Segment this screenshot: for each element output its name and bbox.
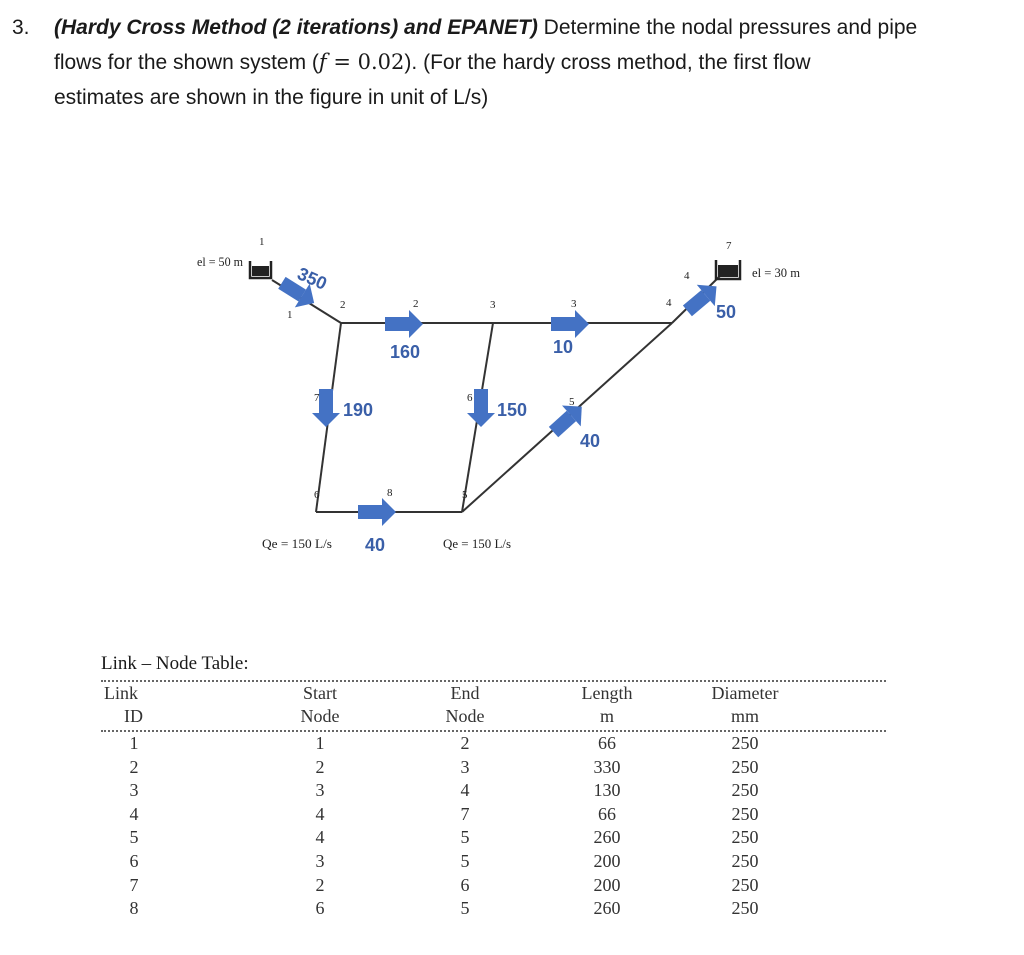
flow-label-pipe-1: 350 — [294, 263, 330, 294]
cell-id: 3 — [129, 780, 139, 801]
cell-id: 5 — [129, 827, 139, 848]
header-start-node — [285, 682, 355, 728]
reservoir-right-icon — [716, 260, 740, 279]
cell-end: 3 — [460, 756, 470, 777]
reservoir-left-icon — [250, 261, 271, 278]
cell-diameter: 250 — [731, 874, 759, 895]
cell-start: 3 — [315, 851, 325, 871]
header-length-label: Length — [581, 683, 633, 703]
cell-diameter: 250 — [731, 803, 759, 824]
cell-end: 5 — [460, 898, 470, 919]
node-label-6: 6 — [314, 489, 320, 501]
cell-diameter: 250 — [731, 756, 759, 777]
pipe-id-4: 4 — [684, 270, 690, 282]
flow-label-pipe-8: 40 — [365, 535, 386, 555]
cell-id: 8 — [129, 898, 139, 919]
node6-demand: Qe = 150 L/s — [262, 536, 332, 551]
flow-arrow-pipe-2 — [385, 310, 423, 338]
header-diameter — [695, 682, 795, 728]
pipe-network-diagram — [0, 200, 1024, 600]
cell-start: 6 — [315, 898, 325, 919]
header-end-node-label: Node — [445, 706, 485, 726]
node-label-2: 2 — [340, 299, 346, 311]
node-label-4: 4 — [666, 297, 672, 309]
node-label-1: 1 — [259, 236, 265, 248]
cell-length: 260 — [593, 827, 621, 848]
header-length-unit: m — [599, 706, 614, 726]
flow-label-pipe-4: 50 — [716, 302, 737, 322]
cell-start: 2 — [315, 756, 325, 777]
cell-length: 330 — [593, 756, 621, 777]
left-reservoir-elevation: el = 50 m — [197, 254, 243, 269]
friction-value: = 0.02 — [326, 50, 405, 74]
cell-length: 260 — [593, 898, 621, 919]
header-start: Start — [303, 683, 337, 703]
header-link: Link — [104, 683, 138, 703]
problem-title: (Hardy Cross Method (2 iterations) and EPANET) — [54, 16, 538, 39]
node-label-7: 7 — [726, 240, 732, 252]
cell-end: 4 — [460, 780, 470, 801]
right-reservoir-elevation: el = 30 m — [752, 265, 800, 280]
cell-diameter: 250 — [731, 733, 759, 753]
node-label-3: 3 — [490, 299, 496, 311]
cell-end: 5 — [460, 851, 470, 871]
cell-end: 7 — [460, 803, 470, 824]
flow-label-pipe-5: 40 — [580, 431, 601, 451]
problem-text-line1: Determine the nodal pressures and pipe — [537, 16, 918, 39]
flow-label-pipe-3: 10 — [553, 337, 574, 357]
node5-demand: Qe = 150 L/s — [443, 536, 511, 551]
cell-end: 2 — [460, 733, 470, 753]
cell-diameter: 250 — [731, 898, 759, 919]
cell-end: 5 — [460, 827, 470, 848]
cell-length: 130 — [593, 780, 621, 801]
problem-statement — [12, 10, 1017, 115]
pipe-id-5: 5 — [569, 396, 575, 408]
header-diameter-label: Diameter — [711, 683, 779, 703]
pipe-id-8: 8 — [387, 487, 393, 499]
table-title: Link – Node Table: — [101, 653, 249, 674]
flow-label-pipe-6: 150 — [497, 400, 528, 420]
problem-number: 3. — [12, 16, 30, 39]
header-end-node — [430, 682, 500, 728]
flow-label-pipe-7: 190 — [343, 400, 374, 420]
header-link-id — [104, 682, 164, 728]
pipe-id-1: 1 — [287, 309, 293, 321]
cell-diameter: 250 — [731, 851, 759, 871]
cell-length: 66 — [598, 803, 616, 824]
node-label-5: 5 — [462, 489, 468, 501]
header-diameter-unit: mm — [730, 706, 759, 726]
cell-length: 200 — [593, 874, 621, 895]
flow-label-pipe-2: 160 — [390, 342, 421, 362]
cell-length: 66 — [598, 733, 616, 753]
cell-end: 6 — [460, 874, 470, 895]
cell-diameter: 250 — [731, 780, 759, 801]
problem-text-line2a: flows for the shown system ( — [54, 51, 319, 74]
cell-start: 4 — [315, 803, 325, 824]
flow-arrow-pipe-3 — [551, 310, 589, 338]
pipe-id-6: 6 — [467, 392, 473, 404]
cell-id: 7 — [129, 874, 139, 895]
cell-id: 6 — [129, 851, 139, 871]
cell-id: 4 — [129, 803, 139, 824]
header-id: ID — [124, 706, 143, 726]
cell-id: 1 — [129, 733, 139, 753]
problem-text-line2b: ). (For the hardy cross method, the first flow — [404, 51, 811, 74]
friction-variable: f — [318, 50, 327, 74]
cell-start: 4 — [315, 827, 325, 848]
cell-start: 2 — [315, 874, 325, 895]
problem-text-line3: estimates are shown in the figure in unit of L/s) — [54, 86, 489, 109]
header-length — [567, 682, 647, 728]
pipe-id-2: 2 — [413, 298, 419, 310]
pipe-id-7: 7 — [314, 392, 320, 404]
cell-diameter: 250 — [731, 827, 759, 848]
cell-length: 200 — [593, 851, 621, 871]
cell-start: 3 — [315, 780, 325, 801]
header-end: End — [450, 683, 480, 703]
pipe-id-3: 3 — [571, 298, 577, 310]
header-start-node-label: Node — [300, 706, 340, 726]
table-header-rule — [101, 730, 886, 732]
cell-id: 2 — [129, 756, 139, 777]
cell-start: 1 — [315, 733, 325, 753]
flow-arrow-pipe-8 — [358, 498, 396, 526]
